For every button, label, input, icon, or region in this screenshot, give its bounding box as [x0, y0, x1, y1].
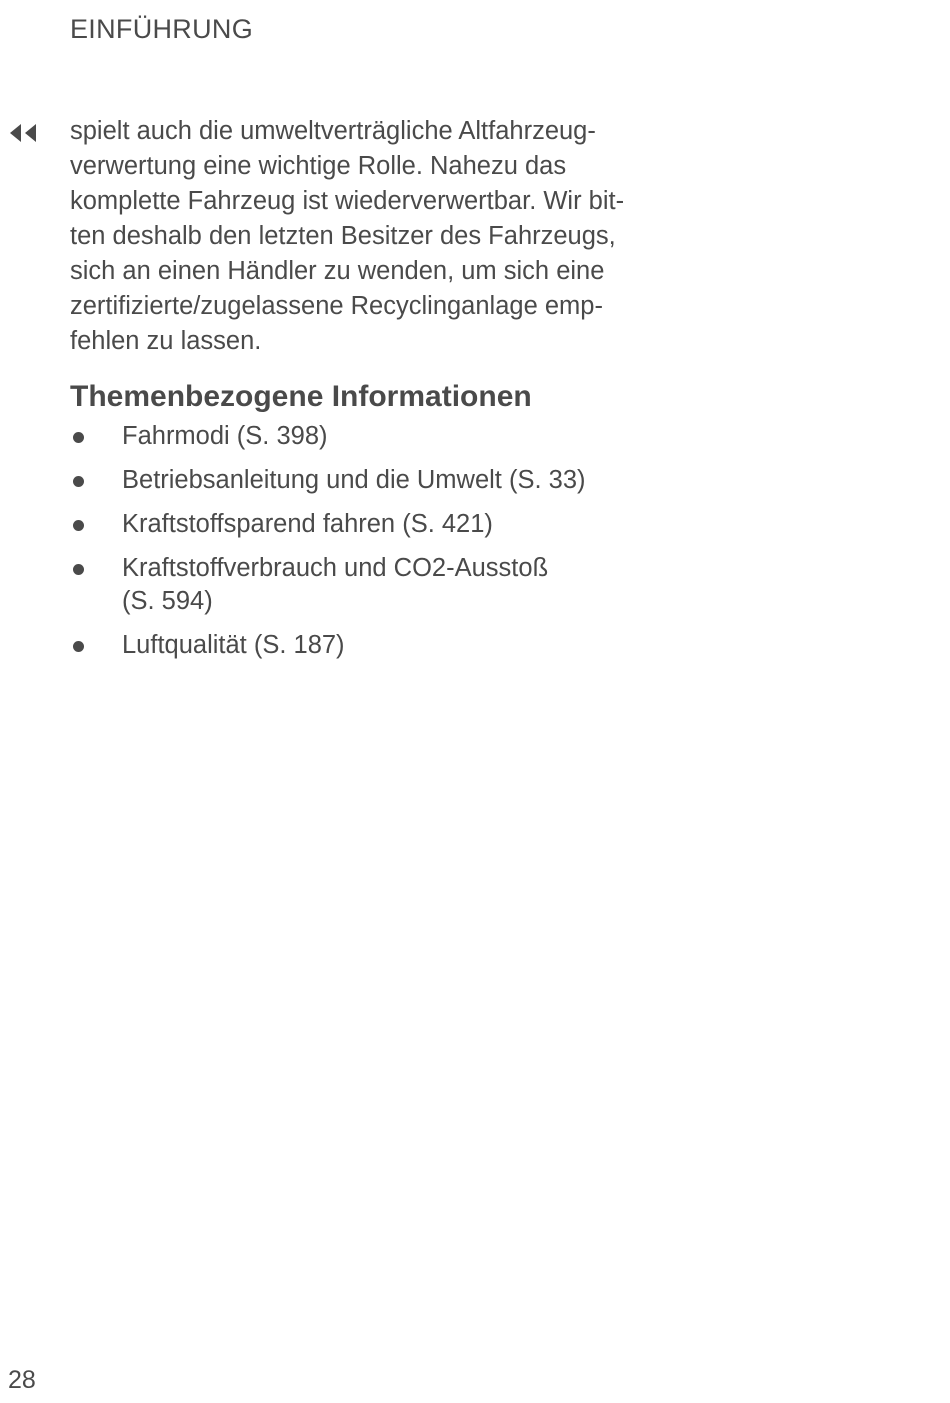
- related-topics-list: [70, 420, 690, 673]
- related-topic-label: Kraftstoffsparend fahren (S. 421): [122, 510, 493, 538]
- body-text-line: zertifizierte/zugelassene Recyclinganlage emp-: [70, 292, 603, 320]
- body-paragraph: [70, 114, 670, 359]
- section-header: EINFÜHRUNG: [70, 14, 253, 44]
- body-text-line: komplette Fahrzeug ist wiederverwertbar. Wir bit-: [70, 187, 625, 215]
- related-topics-heading: Themenbezogene Informationen: [70, 380, 532, 413]
- page-number: 28: [8, 1366, 36, 1394]
- body-text-line: fehlen zu lassen.: [70, 327, 262, 355]
- body-text-line: ten deshalb den letzten Besitzer des Fahrzeugs,: [70, 222, 616, 250]
- continued-from-previous-page-icon: [9, 123, 39, 143]
- body-text-line: sich an einen Händler zu wenden, um sich eine: [70, 257, 605, 285]
- bullet-icon: [73, 564, 84, 575]
- related-topic-link-driving-modes[interactable]: [70, 420, 690, 453]
- related-topic-link-fuel-consumption-co2[interactable]: [70, 552, 690, 618]
- related-topic-link-manual-environment[interactable]: [70, 464, 690, 497]
- related-topic-link-air-quality[interactable]: [70, 629, 690, 662]
- related-topic-label: Fahrmodi (S. 398): [122, 422, 328, 450]
- related-topic-link-fuel-efficient-driving[interactable]: [70, 508, 690, 541]
- bullet-icon: [73, 432, 84, 443]
- bullet-icon: [73, 476, 84, 487]
- related-topic-label: Luftqualität (S. 187): [122, 631, 345, 659]
- bullet-icon: [73, 641, 84, 652]
- body-text-line: spielt auch die umweltverträgliche Altfahrzeug-: [70, 117, 596, 145]
- related-topic-label: Betriebsanleitung und die Umwelt (S. 33): [122, 466, 586, 494]
- bullet-icon: [73, 520, 84, 531]
- related-topic-label: Kraftstoffverbrauch und CO2-Ausstoß: [122, 554, 549, 582]
- body-text-line: verwertung eine wichtige Rolle. Nahezu das: [70, 152, 567, 180]
- related-topic-label-continued: (S. 594): [122, 587, 213, 615]
